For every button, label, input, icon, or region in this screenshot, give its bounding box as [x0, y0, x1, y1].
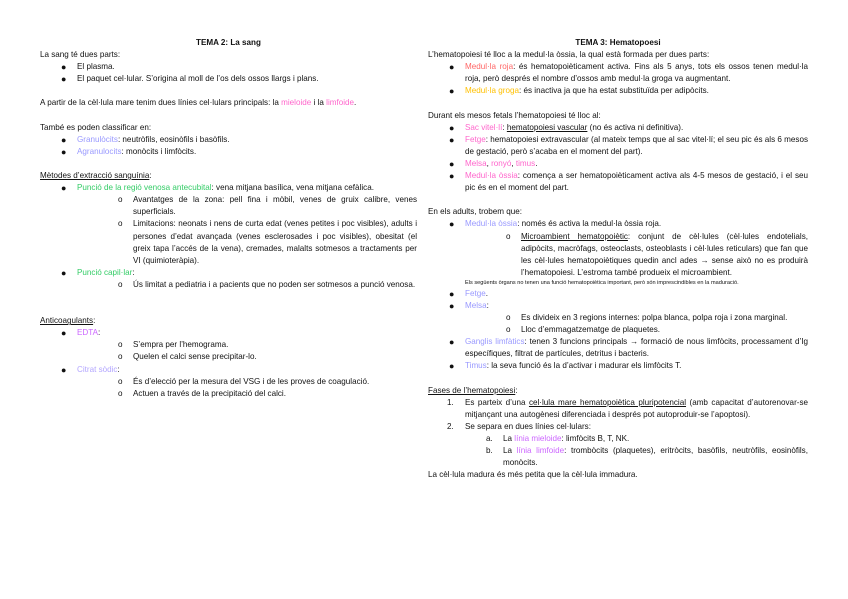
spacer — [40, 110, 417, 122]
text-run: . — [535, 158, 538, 168]
bullet-icon: ● — [449, 62, 455, 73]
list-number: 2. — [447, 421, 454, 431]
paragraph — [40, 315, 417, 327]
highlighted-term: Melsa — [465, 300, 487, 310]
text-run: Ús limitat a pediatria i a pacients que no poden ser sotmesos a punció venosa. — [133, 279, 416, 289]
highlighted-term: Citrat sòdic — [77, 364, 118, 374]
text-run: : — [117, 364, 120, 374]
paragraph — [428, 469, 808, 481]
highlighted-term: limfoide — [326, 98, 355, 108]
list-item — [40, 194, 417, 218]
list-item — [428, 336, 808, 360]
list-item — [40, 376, 417, 388]
text-run: : — [502, 122, 507, 132]
spacer — [40, 85, 417, 97]
paragraph — [40, 170, 417, 182]
text-run: En els adults, trobem que: — [428, 207, 523, 217]
highlighted-term: Melsa — [465, 158, 487, 168]
list-item — [428, 134, 808, 158]
text-run: : la seva funció és la d’activar i madurar els limfòcits T. — [486, 361, 682, 371]
list-item — [428, 61, 808, 85]
list-item — [40, 61, 417, 73]
bullet-icon: o — [118, 340, 123, 350]
text-run: La sang té dues parts: — [40, 50, 121, 60]
text-run: : limfòcits B, T, NK. — [561, 434, 630, 443]
bullet-icon: ● — [61, 134, 67, 145]
text-run: El paquet cel·lular. S’origina al moll de l’os dels ossos llargs i plans. — [77, 74, 319, 84]
text-run: : conjunt de cèl·lules (cèl·lules endotelials, adipòcits, macròfags, osteoclasts, osteoblasts i cèl·lules reticulars) que fan que les cèl·lules hematopoiètiques quedin ancl ades → sense això no es produirà l’hematopoiesi. L’estroma també produeix el microambient. — [521, 231, 808, 277]
bullet-icon: ● — [61, 364, 67, 375]
text-run: : — [515, 385, 518, 395]
text-run: Es parteix d’una — [465, 397, 529, 407]
text-run: : comença a ser hematopoièticament activa als 4-5 mesos de gestació, i el seu pic és en el moment del part. — [465, 171, 808, 193]
list-item — [40, 134, 417, 146]
paragraph — [428, 206, 808, 218]
text-run: Quelen el calci sense precipitar-lo. — [133, 352, 257, 362]
text-run: , — [511, 158, 516, 168]
highlighted-term: Medul·la òssia — [465, 171, 518, 181]
section-title — [428, 37, 808, 49]
highlighted-term: timus — [515, 158, 536, 168]
text-run: També es poden classificar en: — [40, 122, 152, 132]
text-run: : — [93, 316, 96, 326]
bullet-icon: ● — [449, 86, 455, 97]
bullet-icon: o — [118, 388, 123, 398]
highlighted-term: EDTA — [77, 328, 98, 338]
bullet-icon: o — [118, 352, 123, 362]
highlighted-term: línia limfoide — [516, 446, 565, 456]
text-run: . — [354, 98, 357, 108]
bullet-icon: ● — [61, 267, 67, 278]
text-run: (no és activa ni definitiva). — [587, 122, 684, 132]
underlined-text: Microambient hematopoiètic — [521, 231, 628, 241]
highlighted-term: Granulòcits — [77, 134, 118, 144]
text-run: La cèl·lula madura és més petita que la cèl·lula immadura. — [428, 470, 638, 480]
list-item — [40, 267, 417, 279]
list-item — [428, 397, 808, 421]
list-item — [40, 218, 417, 266]
list-item — [428, 231, 808, 279]
list-number: b. — [486, 446, 493, 456]
list-item — [40, 339, 417, 351]
bullet-icon: ● — [449, 134, 455, 145]
text-run: (amb capacitat d’autorenovar-se mitjançant una autogènesi diferenciada i després pot autoproduir-se l’apoptosi). — [465, 397, 809, 419]
spacer — [428, 194, 808, 206]
list-item — [428, 218, 808, 230]
bullet-icon: ● — [449, 361, 455, 372]
text-run: : — [149, 171, 152, 181]
underlined-text: Mètodes d’extracció sanguínia — [40, 171, 150, 181]
bullet-icon: ● — [449, 171, 455, 182]
list-item — [428, 312, 808, 324]
text-run: : és hematopoièticament activa. Fins als 5 anys, tots els ossos tenen medul·la roja, però després el nombre d’ossos amb medul·la groga va augmentant. — [465, 62, 809, 84]
text-run: S’empra per l’hemograma. — [133, 340, 229, 350]
highlighted-term: Timus — [465, 361, 487, 371]
note — [428, 279, 808, 288]
section-title — [40, 37, 417, 49]
bullet-icon: o — [118, 219, 123, 229]
bullet-icon: ● — [61, 62, 67, 73]
text-run: És d’elecció per la mesura del VSG i de les proves de coagulació. — [133, 376, 370, 386]
text-run: Avantatges de la zona: pell fina i mòbil, venes de gruix calibre, venes superficials. — [133, 195, 417, 217]
bullet-icon: o — [506, 325, 511, 335]
text-run: : — [486, 300, 489, 310]
paragraph — [428, 49, 808, 61]
paragraph — [428, 385, 808, 397]
text-run: La — [503, 434, 515, 443]
text-run: : trombòcits (plaquetes), eritròcits, basòfils, neutròfils, eosinòfils, monòcits. — [503, 446, 808, 468]
highlighted-term: Medul·la òssia — [465, 219, 518, 229]
list-item — [428, 421, 808, 433]
text-run: La — [503, 446, 517, 456]
text-run: : neutròfils, eosinòfils i basòfils. — [117, 134, 230, 144]
list-item — [40, 146, 417, 158]
highlighted-term: Ganglis limfàtics — [465, 337, 525, 347]
list-item — [40, 182, 417, 194]
text-run: TEMA 2: La sang — [196, 38, 261, 47]
text-run: : tenen 3 funcions principals → formació de nous limfòcits, processament d’Ig específiques, filtrat de partícules, detritus i bacteris. — [465, 337, 809, 359]
list-item — [40, 351, 417, 363]
list-item — [428, 158, 808, 170]
spacer — [428, 97, 808, 109]
highlighted-term: Punció capil·lar — [77, 267, 133, 277]
underlined-text: cel·lula mare hematopoiètica pluripotencial — [528, 397, 687, 407]
bullet-icon: ● — [61, 183, 67, 194]
text-run: TEMA 3: Hematopoesi — [575, 38, 661, 47]
highlighted-term: ronyó — [491, 158, 512, 168]
list-item — [428, 360, 808, 372]
underlined-text: hematopoiesi vascular — [506, 122, 588, 132]
text-run: Es divideix en 3 regions internes: polpa blanca, polpa roja i zona marginal. — [521, 313, 788, 323]
text-run: Actuen a través de la precipitació del calci. — [133, 388, 286, 398]
paragraph — [40, 97, 417, 109]
bullet-icon: ● — [449, 122, 455, 133]
text-run: Lloc d’emmagatzematge de plaquetes. — [521, 325, 661, 335]
list-item — [40, 73, 417, 85]
text-run: : monòcits i limfòcits. — [121, 146, 197, 156]
list-item — [428, 170, 808, 194]
bullet-icon: ● — [449, 158, 455, 169]
list-item — [40, 388, 417, 400]
highlighted-term: Medul·la roja — [465, 62, 514, 72]
spacer — [428, 373, 808, 385]
text-run: Els següents òrgans no tenen una funció hematopoiètica important, però són imprescindibles en la maduració. — [465, 279, 739, 286]
text-run: : — [98, 328, 101, 338]
spacer — [40, 291, 417, 303]
text-run: : hematopoiesi extravascular (al mateix temps que al sac vitel·lí; el seu pic és als 6 mesos de gestació, però s’acaba en el moment del part). — [465, 134, 808, 156]
text-run: Se separa en dues línies cel·lulars: — [465, 421, 591, 431]
left-column-tema-2 — [40, 37, 417, 400]
bullet-icon: o — [118, 279, 123, 289]
right-column-tema-3 — [428, 37, 808, 481]
text-run: : — [132, 267, 135, 277]
bullet-icon: o — [118, 195, 123, 205]
list-item — [428, 324, 808, 336]
list-item — [428, 122, 808, 134]
text-run: El plasma. — [77, 62, 115, 72]
bullet-icon: ● — [61, 146, 67, 157]
list-item — [40, 279, 417, 291]
list-number: 1. — [447, 397, 454, 407]
spacer — [40, 158, 417, 170]
bullet-icon: ● — [61, 328, 67, 339]
text-run: : vena mitjana basílica, vena mitjana cefàlica. — [211, 183, 374, 193]
list-item — [40, 327, 417, 339]
paragraph — [40, 49, 417, 61]
underlined-text: Fases de l’hematopoiesi — [428, 385, 516, 395]
highlighted-term: Sac vitel·lí — [465, 122, 503, 132]
text-run: i la — [311, 98, 327, 108]
highlighted-term: Punció de la regió venosa antecubital — [77, 183, 212, 193]
highlighted-term: Fetge — [465, 288, 486, 298]
text-run: A partir de la cèl·lula mare tenim dues línies cel·lulars principals: la — [40, 98, 282, 108]
bullet-icon: o — [118, 376, 123, 386]
bullet-icon: ● — [449, 219, 455, 230]
list-item — [428, 433, 808, 445]
bullet-icon: ● — [449, 300, 455, 311]
highlighted-term: Medul·la groga — [465, 86, 519, 96]
list-item — [428, 288, 808, 300]
bullet-icon: ● — [449, 288, 455, 299]
list-item — [428, 300, 808, 312]
list-item — [428, 85, 808, 97]
paragraph — [40, 122, 417, 134]
text-run: , — [486, 158, 492, 168]
list-number: a. — [486, 434, 493, 443]
bullet-icon: o — [506, 231, 511, 241]
highlighted-term: Fetge — [465, 134, 486, 144]
highlighted-term: Agranulocits — [77, 146, 122, 156]
list-item — [40, 364, 417, 376]
paragraph — [428, 110, 808, 122]
text-run: Limitacions: neonats i nens de curta edat (venes petites i poc visibles), adults i persones d’edat avançada (venes esclerosades i poc visibles), obesitat (el greix tapa l’accés de la vena), cremades, malalts sotmesos a tractaments per VI (quimioteràpia). — [133, 219, 417, 265]
list-item — [428, 445, 808, 469]
spacer — [40, 303, 417, 315]
bullet-icon: ● — [61, 74, 67, 85]
underlined-text: Anticoagulants — [40, 316, 94, 326]
bullet-icon: ● — [449, 337, 455, 348]
text-run: Durant els mesos fetals l’hematopoiesi té lloc al: — [428, 110, 601, 120]
text-run: . — [485, 288, 488, 298]
text-run: : només és activa la medul·la òssia roja. — [517, 219, 662, 229]
highlighted-term: línia mieloide — [514, 434, 562, 443]
highlighted-term: mieloide — [281, 98, 312, 108]
text-run: L’hematopoiesi té lloc a la medul·la òssia, la qual està formada per dues parts: — [428, 50, 710, 60]
bullet-icon: o — [506, 313, 511, 323]
text-run: : és inactiva ja que ha estat substituïda per adipòcits. — [519, 86, 709, 96]
